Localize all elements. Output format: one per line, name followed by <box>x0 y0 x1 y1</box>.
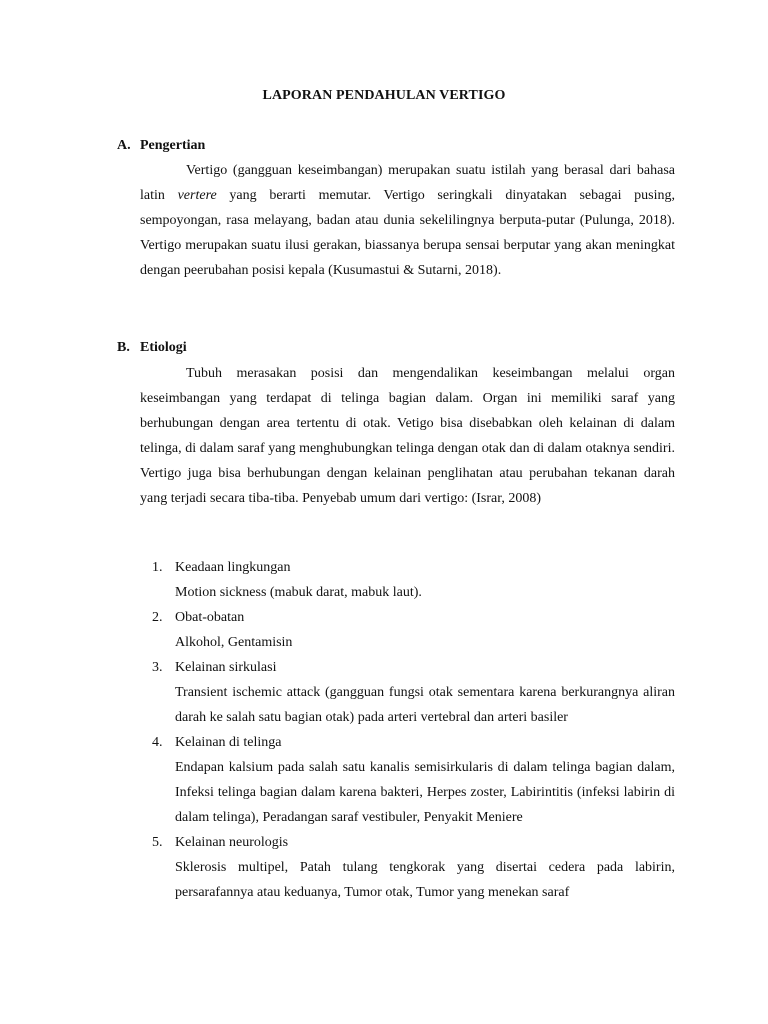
list-item <box>140 605 675 655</box>
list-number: 1. <box>152 560 163 575</box>
list-item-description: Alkohol, Gentamisin <box>175 635 293 650</box>
list-number: 3. <box>152 660 163 675</box>
list-item <box>140 555 675 605</box>
list-item-description: Transient ischemic attack (gangguan fungsi otak sementara karena berkurangnya aliran darah ke salah satu bagian otak) pada arteri vertebral dan arteri basiler <box>175 685 675 725</box>
page-title: LAPORAN PENDAHULAN VERTIGO <box>262 88 506 103</box>
list-item-title: Obat-obatan <box>175 610 245 625</box>
list-item-title: Kelainan neurologis <box>175 835 289 850</box>
list-number: 5. <box>152 835 163 850</box>
list-item <box>140 730 675 830</box>
paragraph-text-part: Vertigo (gangguan keseimbangan) merupakan suatu istilah yang berasal dari bahasa latin <box>140 163 675 203</box>
list-item-description: Motion sickness (mabuk darat, mabuk laut). <box>175 585 422 600</box>
list-item <box>140 830 675 905</box>
latin-term: vertere <box>177 188 217 203</box>
causes-list <box>140 555 675 905</box>
section-heading-pengertian <box>117 138 205 154</box>
list-item-description: Sklerosis multipel, Patah tulang tengkorak yang disertai cedera pada labirin, persarafannya atau keduanya, Tumor otak, Tumor yang menekan saraf <box>175 860 675 900</box>
list-item <box>140 655 675 730</box>
list-number: 2. <box>152 610 163 625</box>
section-letter: A. <box>117 138 131 153</box>
list-number: 4. <box>152 735 163 750</box>
section-title: Etiologi <box>140 340 187 355</box>
paragraph-text-part: yang berarti memutar. Vertigo seringkali dinyatakan sebagai pusing, sempoyongan, rasa melayang, badan atau dunia sekelilingnya berputa-putar (Pulunga, 2018). Vertigo merupakan suatu ilusi gerakan, biassanya berupa sensai berputar yang akan meningkat dengan peerubahan posisi kepala (Kusumastui & Sutarni, 2018). <box>140 188 675 278</box>
section-letter: B. <box>117 340 130 355</box>
paragraph-pengertian <box>140 158 675 283</box>
list-item-description: Endapan kalsium pada salah satu kanalis semisirkularis di dalam telinga bagian dalam, Infeksi telinga bagian dalam karena bakteri, Herpes zoster, Labirintitis (infeksi labirin di dalam telinga), Peradangan saraf vestibuler, Penyakit Meniere <box>175 760 675 825</box>
list-item-title: Kelainan di telinga <box>175 735 282 750</box>
section-title: Pengertian <box>140 138 206 153</box>
section-heading-etiologi <box>117 340 187 356</box>
list-item-title: Kelainan sirkulasi <box>175 660 277 675</box>
list-item-title: Keadaan lingkungan <box>175 560 291 575</box>
paragraph-etiologi: Tubuh merasakan posisi dan mengendalikan keseimbangan melalui organ keseimbangan yang terdapat di telinga bagian dalam. Organ ini memiliki saraf yang berhubungan dengan area tertentu di otak. Vetigo bisa disebabkan oleh kelainan di dalam telinga, di dalam saraf yang menghubungkan telinga dengan otak dan di dalam otaknya sendiri. Vertigo juga bisa berhubungan dengan kelainan penglihatan atau perubahan tekanan darah yang terjadi secara tiba-tiba. Penyebab umum dari vertigo: (Israr, 2008) <box>140 366 675 506</box>
